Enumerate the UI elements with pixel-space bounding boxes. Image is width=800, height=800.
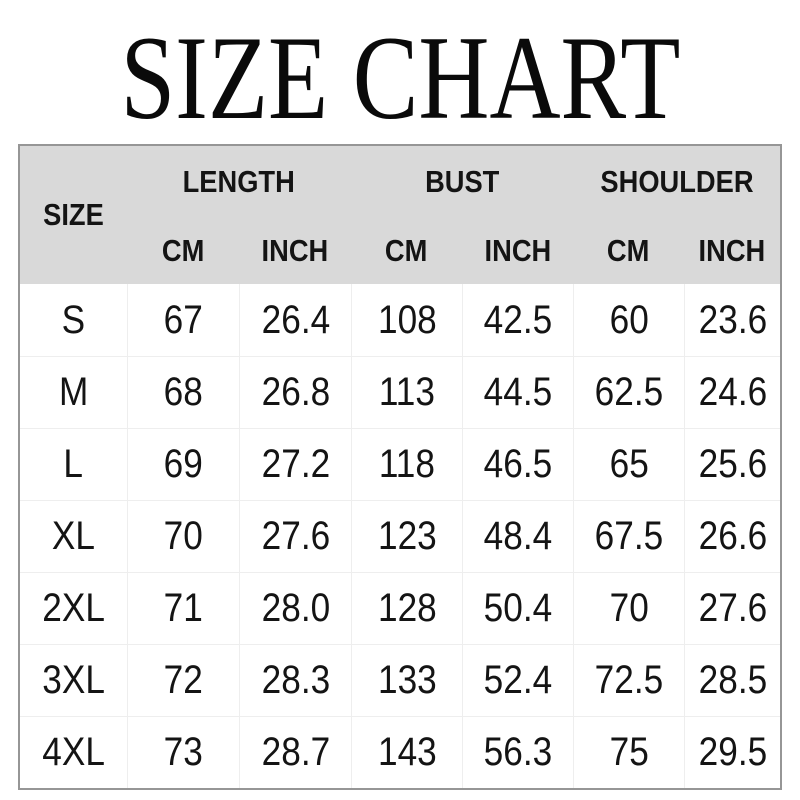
size-cell: S: [61, 297, 86, 342]
value-cell: 113: [351, 357, 462, 428]
value-cell: 29.5: [684, 717, 780, 788]
table-row-m: [20, 356, 780, 428]
header-size-cell: SIZE: [43, 197, 104, 232]
table-row-l: [20, 428, 780, 500]
table-row-s: [20, 284, 780, 356]
value-cell: 60: [573, 284, 684, 356]
table-row-2xl: [20, 572, 780, 644]
value-cell: 23.6: [684, 284, 780, 356]
table-row-4xl: [20, 716, 780, 788]
value-cell: 27.6: [684, 573, 780, 644]
page-title: SIZE CHART: [120, 11, 680, 144]
value-cell: 67.5: [573, 501, 684, 572]
value-cell: 27.6: [239, 501, 351, 572]
value-cell: 73: [127, 717, 239, 788]
header-group-bust: BUST: [424, 163, 500, 199]
value-cell: 128: [351, 573, 462, 644]
value-cell: 28.7: [239, 717, 351, 788]
value-cell: 48.4: [462, 501, 573, 572]
size-cell: 2XL: [42, 586, 105, 630]
value-cell: 133: [351, 645, 462, 716]
value-cell: 56.3: [462, 717, 573, 788]
value-cell: 123: [351, 501, 462, 572]
header-unit-shoulder-cm: CM: [607, 232, 650, 268]
header-group-shoulder: SHOULDER: [599, 163, 754, 199]
table-header: [20, 146, 780, 284]
table-row-xl: [20, 500, 780, 572]
size-cell: XL: [51, 514, 96, 558]
value-cell: 108: [351, 284, 462, 356]
value-cell: 70: [127, 501, 239, 572]
value-cell: 50.4: [462, 573, 573, 644]
value-cell: 26.6: [684, 501, 780, 572]
table-row-3xl: [20, 644, 780, 716]
value-cell: 118: [351, 429, 462, 500]
value-cell: 72.5: [573, 645, 684, 716]
value-cell: 28.5: [684, 645, 780, 716]
value-cell: 25.6: [684, 429, 780, 500]
value-cell: 68: [127, 357, 239, 428]
size-chart-table: [18, 144, 782, 790]
header-unit-shoulder-inch: INCH: [698, 232, 766, 268]
size-cell: 3XL: [42, 658, 105, 702]
value-cell: 26.8: [239, 357, 351, 428]
value-cell: 44.5: [462, 357, 573, 428]
value-cell: 75: [573, 717, 684, 788]
header-unit-bust-cm: CM: [385, 232, 428, 268]
value-cell: 27.2: [239, 429, 351, 500]
size-cell: M: [58, 370, 89, 414]
size-cell: L: [63, 442, 84, 486]
value-cell: 67: [127, 284, 239, 356]
header-unit-length-cm: CM: [161, 232, 205, 268]
title-area: [0, 0, 800, 144]
value-cell: 46.5: [462, 429, 573, 500]
value-cell: 71: [127, 573, 239, 644]
value-cell: 70: [573, 573, 684, 644]
header-unit-length-inch: INCH: [261, 232, 329, 268]
value-cell: 72: [127, 645, 239, 716]
value-cell: 65: [573, 429, 684, 500]
value-cell: 24.6: [684, 357, 780, 428]
value-cell: 42.5: [462, 284, 573, 356]
value-cell: 26.4: [239, 284, 351, 356]
value-cell: 28.3: [239, 645, 351, 716]
table-body: [20, 284, 780, 788]
value-cell: 52.4: [462, 645, 573, 716]
header-group-length: LENGTH: [182, 163, 296, 199]
value-cell: 62.5: [573, 357, 684, 428]
header-unit-bust-inch: INCH: [484, 232, 551, 268]
value-cell: 143: [351, 717, 462, 788]
size-cell: 4XL: [42, 730, 105, 774]
value-cell: 69: [127, 429, 239, 500]
value-cell: 28.0: [239, 573, 351, 644]
